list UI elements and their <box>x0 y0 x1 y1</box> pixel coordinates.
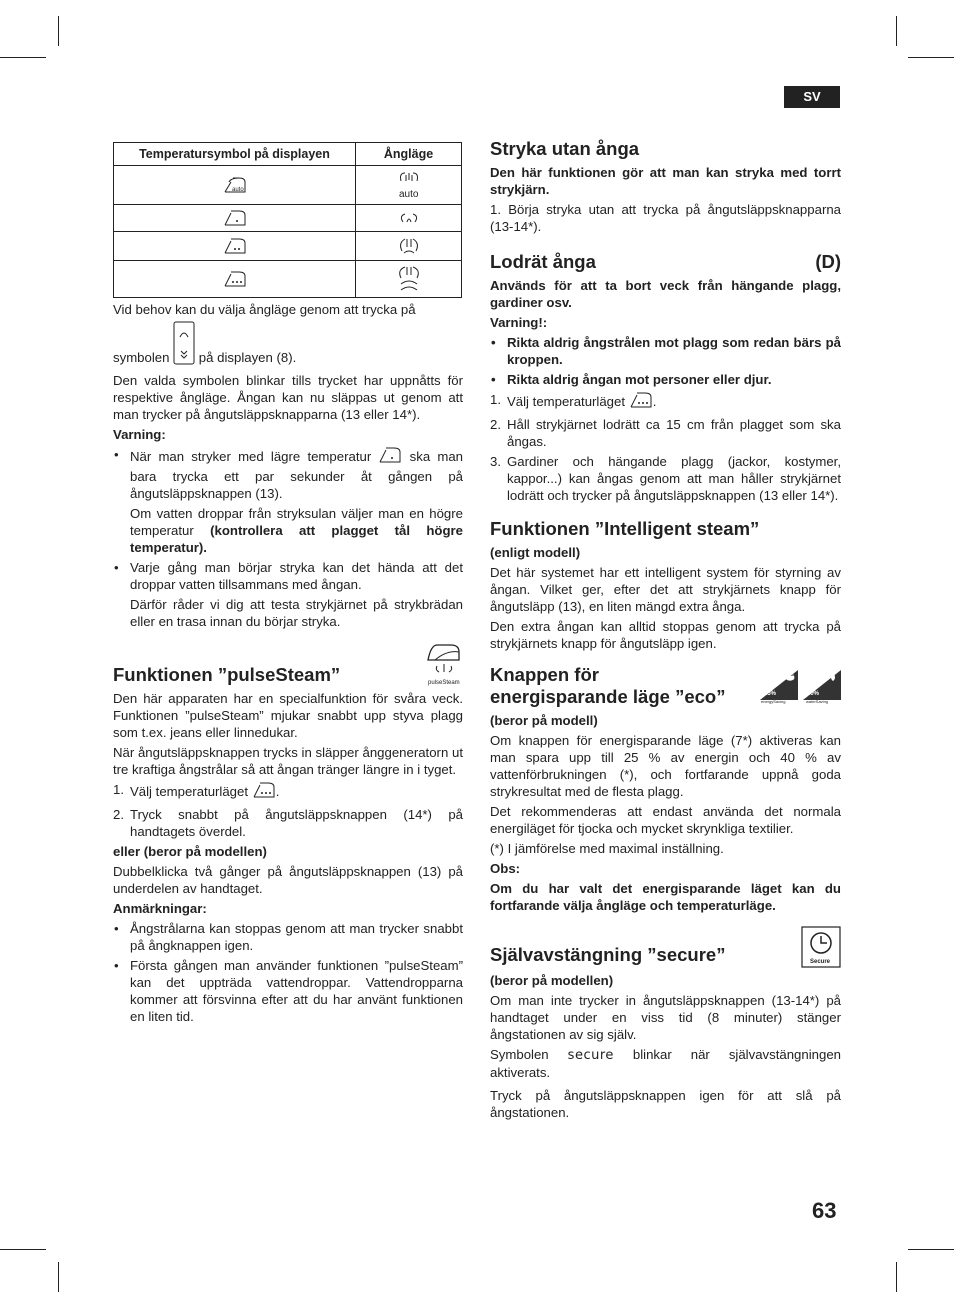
eco-icon-text: up to <box>807 683 819 689</box>
step-number: 2. <box>490 417 501 432</box>
table-header-temperature: Temperatursymbol på displayen <box>114 143 356 166</box>
secure-word: secure <box>567 1048 614 1063</box>
paragraph: Den här apparaten har en specialfunktion för svåra veck. Funktionen ”pulseSteam” mjukar snabbt upp styva plagg som t.ex. jeans eller linnedukar. <box>113 691 463 740</box>
crop-mark <box>0 1249 46 1250</box>
text: på displayen (8). <box>198 350 297 365</box>
steam-high-icon <box>395 264 423 294</box>
list-item <box>490 453 841 504</box>
table-header-steam: Ångläge <box>356 143 462 166</box>
sub-heading: (beror på modell) <box>490 713 598 728</box>
list-item: • Första gången man använder funktionen ”pulseSteam” kan det uppträda vattendroppar. Vattendropparna kommer att försvinna efter att du har använt funktionen en liten tid. <box>113 957 463 1025</box>
heading-line: energisparande läge ”eco” <box>490 686 726 707</box>
text: Symbolen <box>490 1047 549 1062</box>
section-header <box>490 926 841 968</box>
water-saving-icon <box>803 670 841 704</box>
table-cell <box>114 232 356 261</box>
section-header <box>113 642 463 686</box>
paragraph: Den extra ångan kan alltid stoppas genom att trycka på strykjärnets knapp för ångutsläpp igen. <box>490 619 841 651</box>
eco-icons <box>760 670 841 704</box>
paragraph: Därför råder vi dig att testa strykjärnet på strykbrädan eller en trasa innan du börjar stryka. <box>130 597 463 629</box>
step-number: 3. <box>490 454 501 469</box>
paragraph: 1. Börja stryka utan att trycka på ångutsläppsknapparna (13-14*). <box>490 202 841 234</box>
text: Gardiner och hängande plagg (jackor, kostymer, kappor...) kan ångas genom att man håller strykjärnet lodrätt och trycker på ångutsläppsknappen (13 eller 14*). <box>507 454 841 503</box>
section-heading: Självavstängning ”secure” <box>490 944 726 965</box>
table-cell <box>114 261 356 298</box>
section-heading: Funktionen ”pulseSteam” <box>113 664 341 685</box>
section-tag: (D) <box>815 251 841 272</box>
section-heading: Lodrät ånga <box>490 251 596 272</box>
table-cell <box>356 205 462 232</box>
steam-selector-icon <box>173 321 195 369</box>
pulsesteam-icon <box>425 642 463 686</box>
crop-mark <box>58 1262 59 1292</box>
text: Välj temperaturläget <box>130 784 249 799</box>
eco-icon-value: 25% <box>764 691 777 697</box>
svg-text:auto: auto <box>398 189 418 200</box>
iron-three-dots-icon <box>223 270 247 288</box>
text: Om vatten droppar från stryksulan väljer man en högre temperatur <box>130 506 463 538</box>
eco-icon-text: up to <box>764 683 776 689</box>
pulsesteam-icon-label: pulseSteam <box>428 680 460 686</box>
text: blinkar när självavstängningen aktiverats. <box>490 1047 841 1080</box>
crop-mark <box>58 16 59 46</box>
list-item: • Rikta aldrig ångstrålen mot plagg som redan bärs på kroppen. <box>490 334 841 368</box>
iron-one-dot-icon <box>223 209 247 227</box>
paragraph: Det här systemet har ett intelligent system för styrning av ångan. Vilket ger, efter det att strykjärnets knapp för ångutsläpp (13), en liten mängd extra ånga. <box>490 565 841 614</box>
paragraph: Tryck på ångutsläppsknappen igen för att slå på ångstationen. <box>490 1088 841 1120</box>
text: Håll strykjärnet lodrätt ca 15 cm från plagget som ska ångas. <box>507 417 841 449</box>
paragraph: Om du har valt det energisparande läget kan du fortfarande välja ångläge och temperaturläge. <box>490 881 841 913</box>
step-number: 1. <box>490 392 501 407</box>
crop-mark <box>0 57 46 58</box>
svg-text:auto: auto <box>231 187 244 193</box>
language-tab: SV <box>784 86 840 108</box>
paragraph: Används för att ta bort veck från hängande plagg, gardiner osv. <box>490 278 841 310</box>
table-cell <box>356 232 462 261</box>
obs-label: Obs: <box>490 861 521 876</box>
secure-clock-icon <box>801 926 841 968</box>
warning-label: Varning: <box>113 427 166 442</box>
list-item: • Varje gång man börjar stryka kan det hända att det droppar vatten tillsammans med ångan. <box>113 559 463 593</box>
paragraph: Dubbelklicka två gånger på ångutsläppsknappen (13) på underdelen av handtaget. <box>113 864 463 896</box>
steps-list <box>490 391 841 504</box>
table-cell <box>356 261 462 298</box>
warning-list <box>113 559 463 593</box>
step-number: 2. <box>113 807 124 822</box>
heading-line: Knappen för <box>490 664 599 685</box>
paragraph: Om man inte trycker in ångutsläppsknappen (13-14*) på handtaget under en viss tid (8 minuter) stänger ångstationen av sig själv. <box>490 993 841 1042</box>
section-heading: Stryka utan ånga <box>490 138 640 159</box>
iron-auto-icon <box>223 176 247 194</box>
section-heading <box>490 664 725 708</box>
list-item <box>490 416 841 450</box>
crop-mark <box>908 1249 954 1250</box>
left-column <box>113 142 463 1028</box>
iron-two-dots-icon <box>223 237 247 255</box>
paragraph: Om knappen för energisparande läge (7*) aktiveras kan man spara upp till 25 % av energin och 40 % av vattenförbrukningen (*), och fortfarande uppnå goda strykresultat med de flesta plagg. <box>490 733 841 799</box>
notes-list <box>113 920 463 1025</box>
table-cell <box>356 166 462 205</box>
text: Tryck snabbt på ångutsläppsknappen (14*) på handtagets överdel. <box>130 807 463 839</box>
section-header <box>490 664 841 708</box>
warning-list <box>490 334 841 388</box>
notes-label: Anmärkningar: <box>113 901 207 916</box>
list-item: 1. Välj temperaturläget . <box>490 391 841 413</box>
sub-heading: (enligt modell) <box>490 545 581 560</box>
paragraph: Den här funktionen gör att man kan stryka med torrt strykjärn. <box>490 165 841 197</box>
iron-three-dots-icon <box>252 781 276 803</box>
steam-auto-icon <box>393 169 425 201</box>
text: När man stryker med lägre temperatur <box>130 449 372 464</box>
paragraph <box>490 1046 841 1081</box>
crop-mark <box>908 57 954 58</box>
paragraph: När ångutsläppsknappen trycks in släpper ånggeneratorn ut tre kraftiga ångstrålar så att ångan tränger längre in i tyget. <box>113 745 463 777</box>
paragraph: Den valda symbolen blinkar tills trycket har uppnåtts för respektive ångläge. Ångan kan nu släppas ut genom att man trycker på ångutsläppsknapparna (13 eller 14*). <box>113 373 463 422</box>
crop-mark <box>896 1262 897 1292</box>
steps-list <box>113 781 463 840</box>
eco-icon-value: 40% <box>807 691 820 697</box>
paragraph: (*) I jämförelse med maximal inställning. <box>490 841 724 856</box>
table-cell <box>114 205 356 232</box>
text: (kontrollera att plagget tål högre temperatur). <box>130 523 463 555</box>
paragraph <box>113 321 463 369</box>
page-number: 63 <box>812 1198 837 1223</box>
paragraph: Vid behov kan du välja ångläge genom att trycka på <box>113 302 416 317</box>
list-item <box>113 446 463 502</box>
sub-heading: eller (beror på modellen) <box>113 844 267 859</box>
steam-medium-icon <box>396 235 422 257</box>
iron-three-dots-icon <box>629 391 653 413</box>
section-heading: Funktionen ”Intelligent steam” <box>490 518 760 539</box>
secure-icon-label: Secure <box>810 959 831 965</box>
table-cell <box>114 166 356 205</box>
section-header <box>490 251 841 273</box>
iron-one-dot-icon <box>378 446 402 468</box>
step-number: 1. <box>113 782 124 797</box>
warning-label: Varning!: <box>490 315 548 330</box>
text: Välj temperaturläget <box>507 394 626 409</box>
eco-icon-label: waterSaving <box>806 699 829 704</box>
list-item: • Rikta aldrig ångan mot personer eller djur. <box>490 371 841 388</box>
sub-heading: (beror på modellen) <box>490 973 614 988</box>
crop-mark <box>896 16 897 46</box>
list-item: 1. Välj temperaturläget . <box>113 781 463 803</box>
steam-low-icon <box>397 208 421 228</box>
steam-table <box>113 142 462 298</box>
warning-list <box>113 446 463 502</box>
list-item: • Ångstrålarna kan stoppas genom att man trycker snabbt på ångknappen igen. <box>113 920 463 954</box>
paragraph: Det rekommenderas att endast använda det normala energiläget för tjocka och mycket skrynkliga textilier. <box>490 804 841 836</box>
eco-icon-label: energySaving <box>761 699 786 704</box>
text: ska man bara trycka ett par sekunder åt gången på ångutsläppsknappen (13). <box>130 449 463 501</box>
text: symbolen <box>113 350 170 365</box>
list-item <box>113 806 463 840</box>
paragraph <box>113 505 463 556</box>
right-column <box>490 138 841 1124</box>
energy-saving-icon <box>760 670 798 704</box>
